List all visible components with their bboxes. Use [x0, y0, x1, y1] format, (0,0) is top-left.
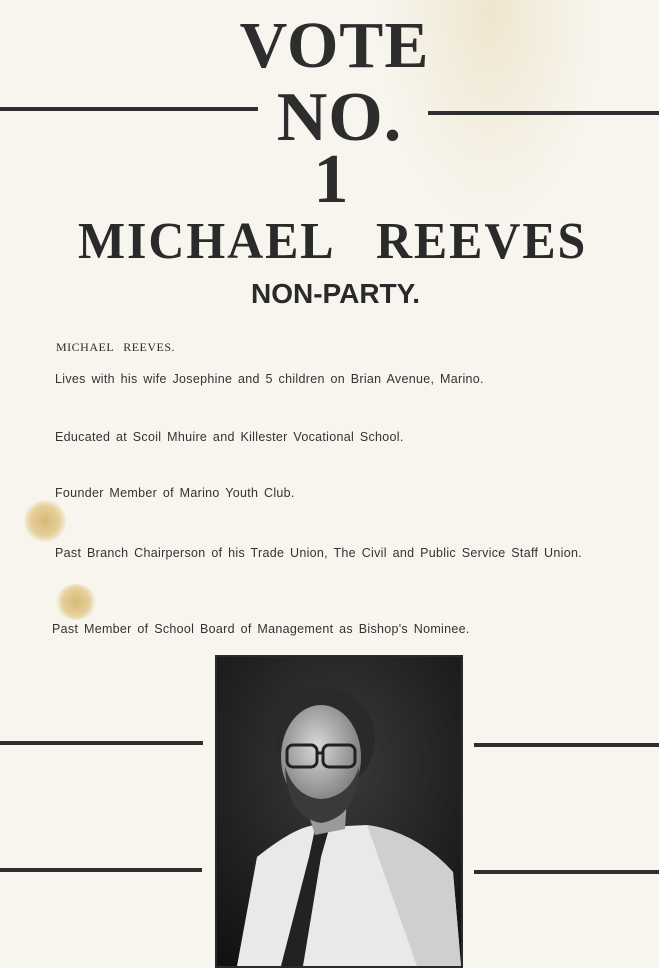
bio-line-youth-club: Founder Member of Marino Youth Club.: [55, 486, 295, 500]
rule-low-left: [0, 868, 202, 872]
candidate-name: MICHAEL REEVES: [78, 213, 588, 270]
paper-stain: [24, 500, 66, 542]
vote-heading: VOTE: [239, 9, 430, 82]
bio-line-family: Lives with his wife Josephine and 5 children on Brian Avenue, Marino.: [55, 372, 484, 386]
candidate-party: NON-PARTY.: [250, 278, 421, 309]
preference-number: 1: [313, 141, 350, 218]
number-heading: NO.: [276, 79, 403, 156]
paper-stain: [56, 584, 96, 620]
rule-mid-right: [474, 743, 659, 747]
rule-mid-left: [0, 741, 203, 745]
portrait-image: [217, 657, 461, 966]
candidate-photo: [215, 655, 463, 968]
bio-line-trade-union: Past Branch Chairperson of his Trade Union, The Civil and Public Service Staff Union.: [55, 546, 582, 560]
rule-low-right: [474, 870, 659, 874]
bio-line-education: Educated at Scoil Mhuire and Killester Vocational School.: [55, 430, 404, 444]
bio-heading: MICHAEL REEVES.: [56, 340, 176, 354]
bio-line-school-board: Past Member of School Board of Management as Bishop's Nominee.: [52, 622, 470, 636]
